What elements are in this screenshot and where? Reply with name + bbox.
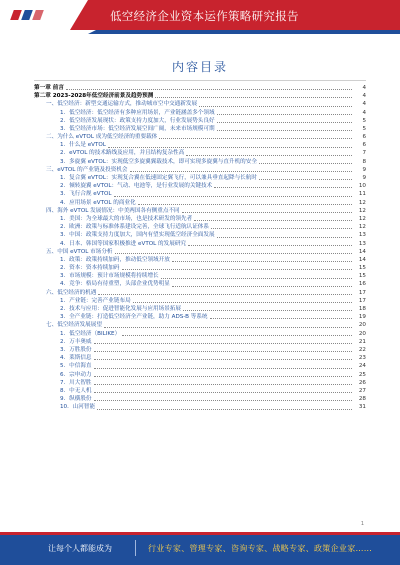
toc-entry-title: 第二章 2023-2028年低空经济前景及趋势预测 [34,93,154,100]
toc-heading: 内容目录 [171,60,228,74]
toc-entry[interactable] [34,223,366,231]
toc-entry-page: 20 [358,322,366,329]
toc-entry[interactable] [34,182,366,190]
toc-entry-page: 14 [358,256,366,263]
toc-leader-dots [94,376,352,377]
toc-entry-page: 5 [362,117,366,124]
toc-entry-page: 18 [358,306,366,313]
toc-entry-page: 4 [362,84,366,91]
toc-leader-dots [94,384,352,385]
toc-entry-title: 2．欧洲：政策与标准体系建设完善，全球飞行适航认证体系 [60,224,209,231]
toc-entry-title: 六、低空经济的机遇 [46,289,97,296]
toc-entry-title: 1．什么是 eVTOL [60,142,106,149]
toc-entry-page: 16 [358,281,366,288]
toc-entry[interactable] [34,354,366,362]
toc-entry-title: 6．宗申动力 [60,371,92,378]
toc-leader-dots [94,400,352,401]
toc-entry[interactable] [34,403,366,411]
toc-entry[interactable] [34,330,366,338]
toc-entry-page: 15 [358,265,366,272]
toc-entry-page: 28 [358,396,366,403]
toc-entry-page: 17 [358,297,366,304]
toc-entry-page: 6 [362,142,366,149]
toc-leader-dots [114,196,352,197]
toc-leader-dots [217,122,352,123]
toc-leader-dots [217,114,352,115]
toc-leader-dots [183,310,352,311]
toc-entry-title: 3．低空经济市场：低空经济发展空间广阔，未来市场规模可期 [60,125,215,132]
toc-entry-page: 9 [362,166,366,173]
toc-leader-dots [186,155,352,156]
toc-entry[interactable] [34,256,366,264]
report-title: 低空经济企业资本运作策略研究报告 [110,9,299,23]
toc-entry-title: 4．竞争：格局有待重塑，头部企业优势明显 [60,281,170,288]
toc-entry-title: 10．山河智能 [60,404,96,411]
toc-entry[interactable] [34,231,366,239]
toc-leader-dots [94,343,352,344]
toc-entry-title: 2．技术与应用：促进智能化发展与应用场景拓展 [60,306,182,313]
toc-leader-dots [108,147,352,148]
toc-leader-dots [259,163,352,164]
page-number: 1 [360,521,364,527]
footer-red-line [0,532,400,535]
toc-leader-dots [97,409,352,410]
toc-entry-page: 25 [358,371,366,378]
toc-entry-page: 12 [358,207,366,214]
toc-entry[interactable] [34,248,366,256]
toc-entry-title: 2．资本：资本持续加码 [60,265,120,272]
toc-entry-title: 七、低空经济发展展望 [46,322,102,329]
toc-entry[interactable] [34,215,366,223]
toc-leader-dots [161,278,352,279]
toc-entry[interactable] [34,305,366,313]
toc-entry[interactable] [34,338,366,346]
toc-entry[interactable] [34,109,366,117]
toc-entry-page: 7 [362,150,366,157]
toc-entry[interactable] [34,158,366,166]
toc-entry-title: 4．应用场景 eVTOL 的商业化 [60,199,136,206]
toc-entry-page: 31 [358,404,366,411]
toc-entry[interactable] [34,100,366,108]
toc-leader-dots [94,351,352,352]
toc-entry-title: 五、中国 eVTOL 市场分析 [46,248,113,255]
toc-entry-page: 27 [358,387,366,394]
toc-entry-title: 3．中国：政策支持力度加大，国内有望实现低空经济全面发展 [60,232,215,239]
toc-entry-page: 26 [358,379,366,386]
toc-leader-dots [94,359,352,360]
toc-entry-page: 8 [362,158,366,165]
toc-entry[interactable] [34,190,366,198]
toc-entry-title: 7．川大智胜 [60,379,92,386]
toc-entry-page: 21 [358,338,366,345]
toc-entry-title: 4．莱斯信息 [60,355,92,362]
toc-entry-title: 2．万丰奥威 [60,338,92,345]
toc-entry-page: 5 [362,125,366,132]
toc-entry[interactable] [34,84,366,92]
toc-entry-title: 2．低空经济发展现状：政策支持力度加大，行业发展势头良好 [60,117,215,124]
toc-entry-page: 17 [358,289,366,296]
toc-leader-dots [259,179,352,180]
toc-entry-title: 1．政策：政策持续加码，推动低空领域开放 [60,256,170,263]
toc-entry-title: 一、低空经济：新型交通运输方式，推动城市空中交通新发展 [46,101,198,108]
toc-entry-title: 5．中信海直 [60,363,92,370]
toc-entry-page: 13 [358,240,366,247]
toc-leader-dots [104,327,352,328]
toc-leader-dots [122,269,353,270]
toc-leader-dots [217,237,352,238]
toc-entry[interactable] [34,379,366,387]
table-of-contents [34,84,366,412]
toc-leader-dots [211,228,352,229]
toc-entry-page: 20 [358,330,366,337]
toc-entry-page: 24 [358,363,366,370]
toc-entry-page: 13 [358,232,366,239]
toc-leader-dots [210,318,352,319]
toc-entry[interactable] [34,281,366,289]
toc-entry-title: 1．复合翼 eVTOL：实现复合翼在低速固定翼飞行，可以兼具垂直起降与长航时 [60,175,257,182]
toc-entry-page: 9 [362,175,366,182]
toc-entry[interactable] [34,387,366,395]
toc-entry-page: 12 [358,199,366,206]
toc-entry-title: 9．纵横股份 [60,396,92,403]
report-logo [12,7,56,23]
footer-tagline: 行业专家、管理专家、咨询专家、战略专家、政策企业家…… [148,544,373,553]
toc-entry-page: 22 [358,346,366,353]
footer-slogan: 让每个人都能成为 [48,544,112,553]
toc-leader-dots [194,220,352,221]
toc-leader-dots [155,97,352,98]
toc-entry[interactable] [34,174,366,182]
toc-entry-page: 10 [358,183,366,190]
toc-leader-dots [122,335,352,336]
toc-entry-title: 二、为什么 eVTOL 成为低空经济的重要载体 [46,134,158,141]
toc-leader-dots [172,286,352,287]
toc-entry[interactable] [34,199,366,207]
toc-entry[interactable] [34,297,366,305]
toc-entry[interactable] [34,240,366,248]
toc-entry[interactable] [34,133,366,141]
toc-divider [34,80,366,81]
report-header [0,0,400,35]
toc-entry-title: 3．多旋翼 eVTOL：实现低空多旋翼翼载技术，即可实现多旋翼与直升机的安全 [60,158,257,165]
toc-entry-title: 1．产业链：完善产业链布局 [60,297,131,304]
toc-entry[interactable] [34,371,366,379]
toc-entry-page: 14 [358,248,366,255]
toc-entry-title: 3．市场规模：预计市场规模将持续增长 [60,273,159,280]
toc-leader-dots [182,212,352,213]
toc-entry-page: 4 [362,93,366,100]
toc-leader-dots [214,187,352,188]
toc-leader-dots [159,138,352,139]
toc-entry-page: 12 [358,224,366,231]
toc-entry[interactable] [34,117,366,125]
toc-entry-page: 4 [362,109,366,116]
toc-leader-dots [217,130,352,131]
toc-entry[interactable] [34,150,366,158]
toc-leader-dots [115,253,352,254]
toc-entry-title: 1．低空经济（BILIKE） [60,330,121,337]
toc-entry-title: 第一章 前言 [34,84,64,91]
toc-leader-dots [188,245,352,246]
toc-entry-title: 2．倾转旋翼 eVTOL：气动、电池等，是行业发展的关键技术 [60,183,213,190]
toc-entry[interactable] [34,395,366,403]
toc-entry[interactable] [34,289,366,297]
toc-entry-title: 1．低空经济：低空经济有多种应用场景，产业链涵盖多个领域 [60,109,215,116]
toc-entry[interactable] [34,207,366,215]
toc-entry-page: 23 [358,355,366,362]
toc-entry[interactable] [34,346,366,354]
toc-leader-dots [94,368,352,369]
toc-entry[interactable] [34,264,366,272]
toc-entry-title: 2．eVTOL 的技术路线及应用，并且结构复杂性高 [60,150,185,157]
toc-entry-title: 三、eVTOL 的产业链及投资机会 [46,166,128,173]
toc-leader-dots [199,106,352,107]
toc-entry-page: 4 [362,101,366,108]
toc-entry-title: 3．万胜股份 [60,346,92,353]
toc-entry-title: 3．飞行合规 eVTOL [60,191,112,198]
toc-entry-title: 1．美国：为全球最大的市场，也是技术研发的领先者 [60,215,193,222]
toc-entry[interactable] [34,321,366,329]
toc-entry-page: 6 [362,134,366,141]
toc-entry-page: 15 [358,273,366,280]
toc-entry[interactable] [34,92,366,100]
toc-entry-page: 19 [358,314,366,321]
toc-leader-dots [130,171,352,172]
toc-entry-page: 12 [358,215,366,222]
toc-leader-dots [138,204,352,205]
toc-leader-dots [98,294,352,295]
toc-entry[interactable] [34,313,366,321]
toc-entry[interactable] [34,166,366,174]
toc-leader-dots [172,261,352,262]
toc-leader-dots [94,392,352,393]
toc-leader-dots [133,302,352,303]
toc-entry[interactable] [34,125,366,133]
header-blue-band [88,30,400,34]
toc-entry[interactable] [34,141,366,149]
toc-entry-title: 四、海外 eVTOL 发展情况：中美两国各有侧重点不同 [46,207,180,214]
toc-entry-page: 11 [358,191,366,198]
toc-entry[interactable] [34,362,366,370]
footer-divider [135,540,136,556]
toc-entry[interactable] [34,272,366,280]
toc-entry-title: 4．日本、韩国等国家积极推进 eVTOL 的发展研究 [60,240,187,247]
toc-entry-title: 3．全产业链：打造低空经济全产业链，助力 ADS-B 等系统 [60,314,208,321]
toc-leader-dots [66,89,352,90]
toc-entry-title: 8．中无人机 [60,387,92,394]
